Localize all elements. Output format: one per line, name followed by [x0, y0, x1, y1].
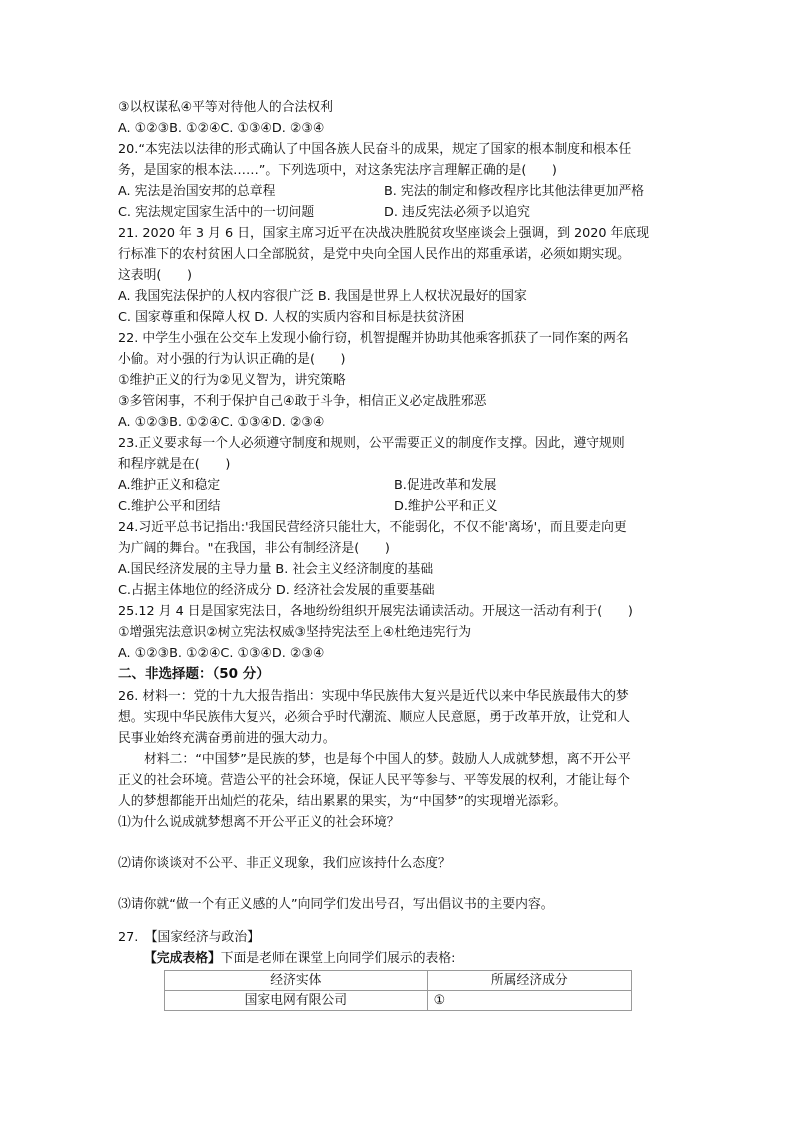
q24-stem-line2: 为广阔的舞台。"在我国，非公有制经济是( ) — [118, 541, 390, 556]
answer-space — [118, 833, 690, 853]
q20-stem-line2: 务，是国家的根本法……”。下列选项中，对这条宪法序言理解正确的是( ) — [118, 163, 557, 178]
answer-space — [118, 874, 690, 894]
q21-stem-line1: 21. 2020 年 3 月 6 日，国家主席习近平在决战决胜脱贫攻坚座谈会上强调，到 2020 年底现 — [118, 226, 650, 241]
q26-material2-line3: 人的梦想都能开出灿烂的花朵，结出累累的果实，为“中国梦”的实现增光添彩。 — [118, 794, 567, 809]
q21-stem-line2: 行标准下的农村贫困人口全部脱贫，是党中央向全国人民作出的郑重承诺，必须如期实现。 — [118, 247, 630, 262]
q27-heading: 27. 【国家经济与政治】 — [118, 930, 260, 945]
q23-options-row1 — [118, 475, 690, 496]
q26-subquestion-2: ⑵请你谈谈对不公平、非正义现象，我们应该持什么态度？ — [118, 856, 451, 871]
q22-option-line1: ①维护正义的行为②见义智为，讲究策略 — [118, 373, 346, 388]
q23-option-a: A.维护正义和稳定 — [118, 478, 221, 493]
q23-stem-line1: 23.正义要求每一个人必须遵守制度和规则，公平需要正义的制度作支撑。因此，遵守规则 — [118, 436, 625, 451]
q27-instruction-tag: 【完成表格】 — [144, 951, 221, 966]
q26-material2-line2: 正义的社会环境。营造公平的社会环境，保证人民平等参与、平等发展的权利，才能让每个 — [118, 773, 630, 788]
q22-option-line2: ③多管闲事，不利于保护自己④敢于斗争，相信正义必定战胜邪恶 — [118, 394, 487, 409]
table-cell-answer-blank[interactable]: ① — [427, 991, 631, 1011]
q27-instruction-text: 下面是老师在课堂上向同学们展示的表格: — [220, 951, 456, 966]
q21-stem-line3: 这表明( ) — [118, 268, 192, 283]
q26-material2-line1: 材料二：“中国梦”是民族的梦，也是每个中国人的梦。鼓励人人成就梦想，离不开公平 — [144, 752, 631, 767]
exam-page — [118, 97, 690, 1011]
q22-stem-line2: 小偷。对小强的行为认识正确的是( ) — [118, 352, 346, 367]
q27-instruction — [118, 948, 690, 969]
q22-answer-choices: A. ①②③B. ①②④C. ①③④D. ②③④ — [118, 415, 325, 430]
q20-options-row2 — [118, 202, 690, 223]
q23-option-d: D.维护公平和正义 — [394, 499, 498, 514]
q26-material1-line1: 26. 材料一：党的十九大报告指出：实现中华民族伟大复兴是近代以来中华民族最伟大的梦 — [118, 689, 629, 704]
q21-options-ab: A. 我国宪法保护的人权内容很广泛 B. 我国是世界上人权状况最好的国家 — [118, 289, 527, 304]
q25-stem: 25.12 月 4 日是国家宪法日，各地纷纷组织开展宪法诵读活动。开展这一活动有利于( ) — [118, 604, 633, 619]
q25-answer-choices: A. ①②③B. ①②④C. ①③④D. ②③④ — [118, 646, 325, 661]
q19-option-line: ③以权谋私④平等对待他人的合法权利 — [118, 100, 333, 115]
table-row — [165, 991, 632, 1011]
q23-options-row2 — [118, 496, 690, 517]
q21-options-cd: C. 国家尊重和保障人权 D. 人权的实质内容和目标是扶贫济困 — [118, 310, 465, 325]
q24-options-ab: A.国民经济发展的主导力量 B. 社会主义经济制度的基础 — [118, 562, 434, 577]
table-cell-entity: 国家电网有限公司 — [165, 991, 428, 1011]
table-header-row — [165, 971, 632, 991]
q26-material1-line2: 想。实现中华民族伟大复兴，必须合乎时代潮流、顺应人民意愿，勇于改革开放，让党和人 — [118, 710, 630, 725]
q24-stem-line1: 24.习近平总书记指出:'我国民营经济只能壮大，不能弱化，不仅不能'离场'，而且要走向更 — [118, 520, 627, 535]
q19-answer-choices: A. ①②③B. ①②④C. ①③④D. ②③④ — [118, 121, 325, 136]
q24-options-cd: C.占据主体地位的经济成分 D. 经济社会发展的重要基础 — [118, 583, 435, 598]
table-header-entity: 经济实体 — [165, 971, 428, 991]
q23-option-c: C.维护公平和团结 — [118, 499, 221, 514]
q26-subquestion-1: ⑴为什么说成就梦想离不开公平正义的社会环境？ — [118, 815, 400, 830]
q20-stem-line1: 20.“本宪法以法律的形式确认了中国各族人民奋斗的成果，规定了国家的根本制度和根本任 — [118, 142, 632, 157]
q20-option-b: B. 宪法的制定和修改程序比其他法律更加严格 — [384, 184, 645, 199]
q20-options-row1 — [118, 181, 690, 202]
q23-option-b: B.促进改革和发展 — [394, 478, 497, 493]
q27-block — [118, 927, 690, 1011]
q20-option-c: C. 宪法规定国家生活中的一切问题 — [118, 205, 315, 220]
q25-option-line: ①增强宪法意识②树立宪法权威③坚持宪法至上④杜绝违宪行为 — [118, 625, 472, 640]
q22-stem-line1: 22. 中学生小强在公交车上发现小偷行窃，机智提醒并协助其他乘客抓获了一同作案的两名 — [118, 331, 629, 346]
section-title-non-choice: 二、非选择题：（50 分） — [118, 666, 270, 682]
q26-material1-line3: 民事业始终充满奋勇前进的强大动力。 — [118, 731, 336, 746]
economy-table — [164, 970, 632, 1011]
q20-option-a: A. 宪法是治国安邦的总章程 — [118, 184, 276, 199]
q20-option-d: D. 违反宪法必须予以追究 — [384, 205, 530, 220]
q23-stem-line2: 和程序就是在( ) — [118, 457, 231, 472]
q26-subquestion-3: ⑶请你就“做一个有正义感的人”向同学们发出号召，写出倡议书的主要内容。 — [118, 897, 554, 912]
table-header-component: 所属经济成分 — [427, 971, 631, 991]
